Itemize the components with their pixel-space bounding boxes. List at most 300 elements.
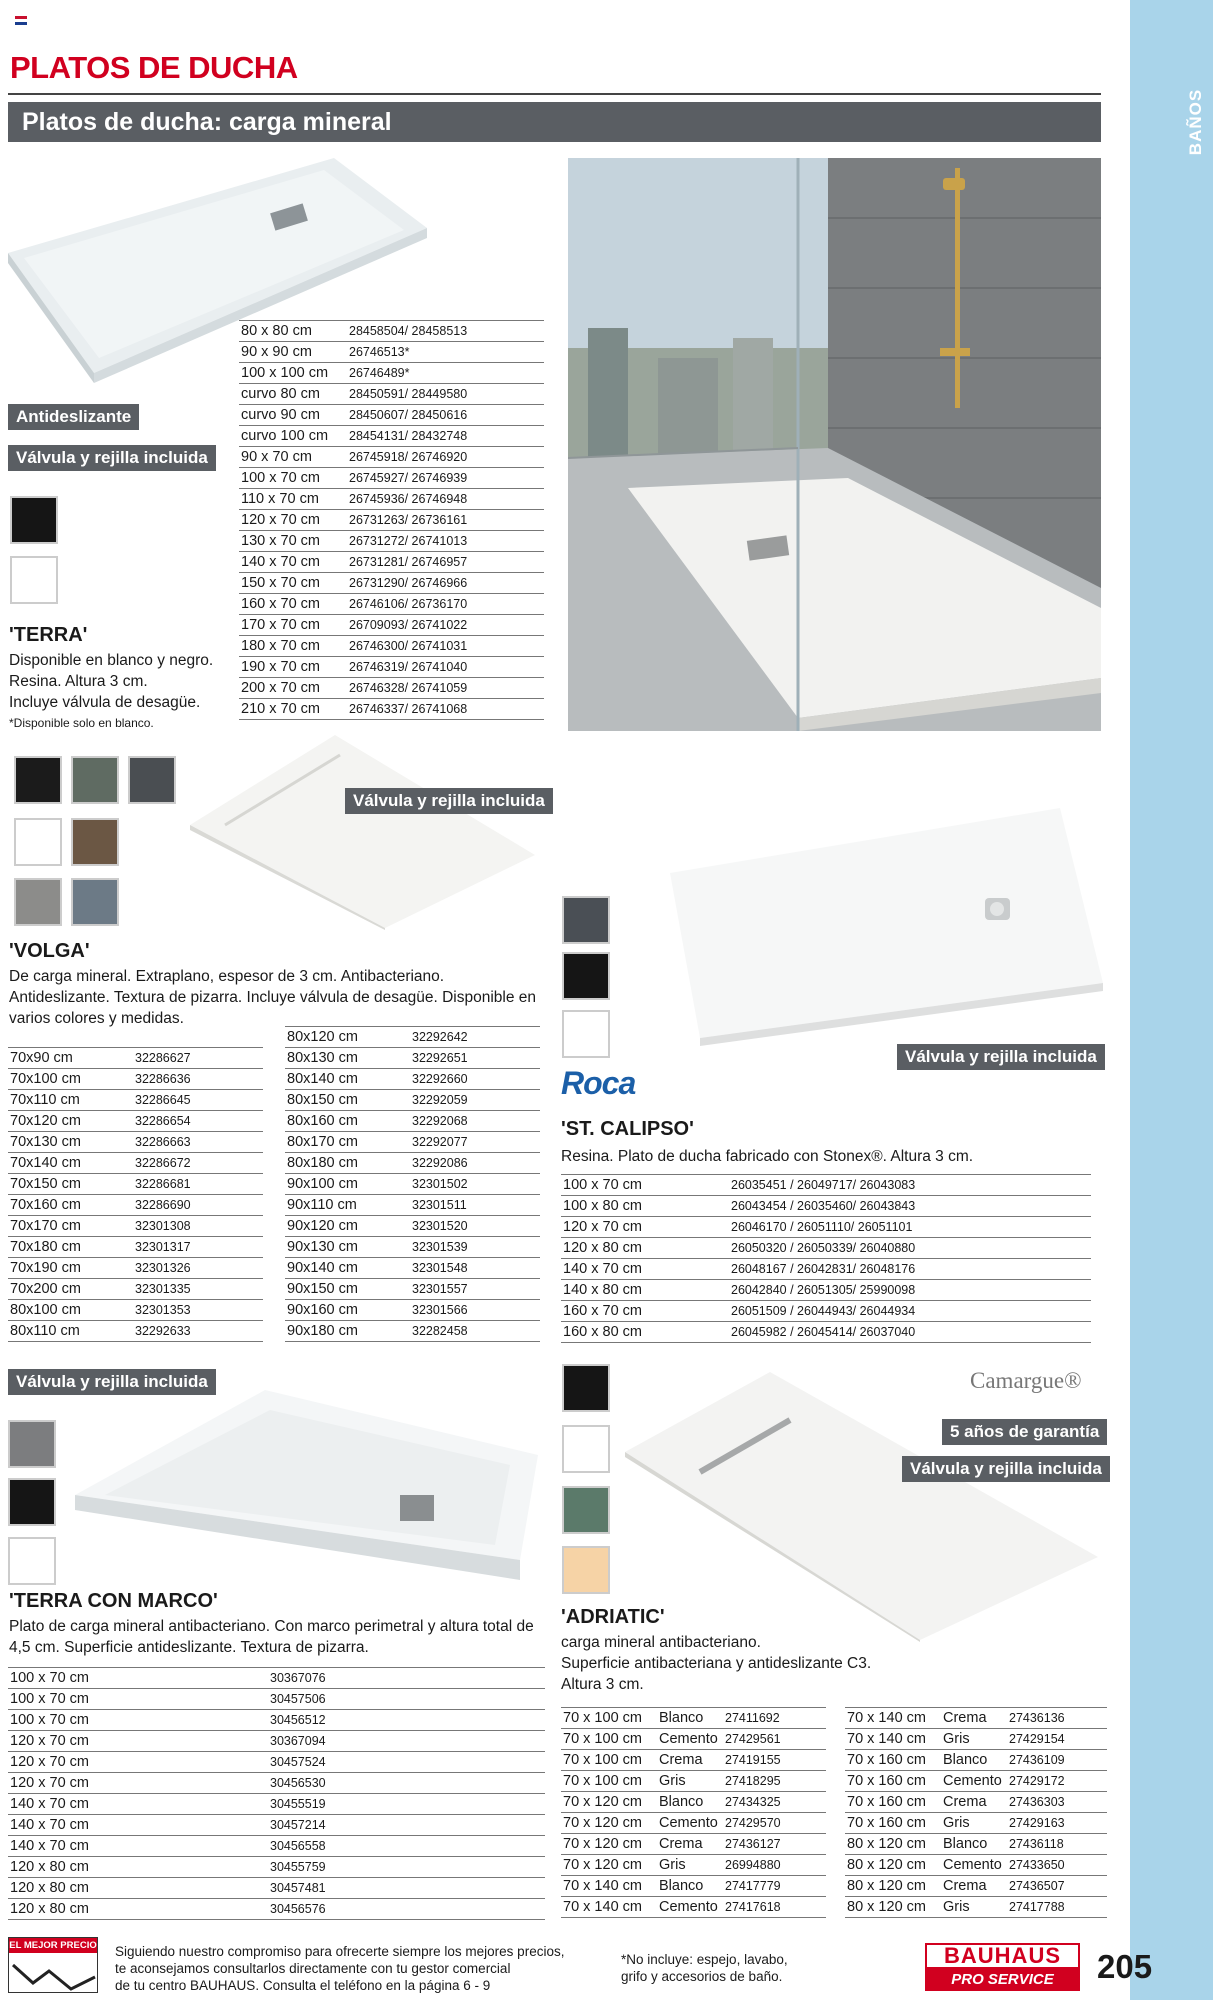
article-code-cell: 30455519 — [268, 1794, 545, 1815]
terra-size-table — [239, 320, 544, 720]
size-cell: 70 x 160 cm — [845, 1813, 941, 1834]
description-line: Altura 3 cm. — [561, 1676, 644, 1693]
color-swatch-cream — [562, 1546, 610, 1594]
size-cell: 70 x 140 cm — [845, 1729, 941, 1750]
article-code-cell: 30456576 — [268, 1899, 545, 1920]
color-cell: Gris — [941, 1897, 1007, 1918]
size-cell: 80 x 120 cm — [845, 1834, 941, 1855]
table-row — [561, 1771, 826, 1792]
size-cell: 90 x 70 cm — [239, 447, 347, 468]
volga-size-table-left — [8, 1047, 263, 1342]
footer-line: te aconsejamos consultarlos directamente con tu gestor comercial — [115, 1961, 511, 1976]
table-row — [239, 447, 544, 468]
size-cell: 90x100 cm — [285, 1174, 410, 1195]
table-row — [285, 1195, 540, 1216]
article-code-cell: 32286663 — [133, 1132, 263, 1153]
size-cell: 180 x 70 cm — [239, 636, 347, 657]
size-cell: 70 x 100 cm — [561, 1729, 657, 1750]
product-description-terra — [9, 650, 213, 734]
footer-line: de tu centro BAUHAUS. Consulta el teléfono en la página 6 - 9 — [115, 1978, 491, 1993]
color-swatch-anthracite — [562, 896, 610, 944]
page-number: 205 — [1097, 1948, 1153, 1985]
terra-con-marco-product-image — [70, 1385, 545, 1600]
article-code-cell: 32301326 — [133, 1258, 263, 1279]
warranty-tag: 5 años de garantía — [942, 1419, 1107, 1445]
article-code-cell: 32292642 — [410, 1027, 540, 1048]
article-code-cell: 27429172 — [1007, 1771, 1107, 1792]
valve-included-tag: Válvula y rejilla incluida — [897, 1044, 1105, 1070]
article-code-cell: 27429154 — [1007, 1729, 1107, 1750]
table-row — [285, 1132, 540, 1153]
table-row — [8, 1111, 263, 1132]
size-cell: 70x200 cm — [8, 1279, 133, 1300]
size-cell: curvo 100 cm — [239, 426, 347, 447]
size-cell: 100 x 70 cm — [8, 1668, 268, 1689]
table-row — [239, 468, 544, 489]
description-line: Disponible en blanco y negro. — [9, 652, 214, 669]
article-code-cell: 32301548 — [410, 1258, 540, 1279]
article-code-cell: 26746319/ 26741040 — [347, 657, 544, 678]
article-code-cell: 28458504/ 28458513 — [347, 321, 544, 342]
article-code-cell: 30456558 — [268, 1836, 545, 1857]
size-cell: 140 x 70 cm — [8, 1815, 268, 1836]
size-cell: 70x130 cm — [8, 1132, 133, 1153]
article-code-cell: 32286636 — [133, 1069, 263, 1090]
article-code-cell: 32286681 — [133, 1174, 263, 1195]
size-cell: 70x140 cm — [8, 1153, 133, 1174]
article-code-cell: 27434325 — [723, 1792, 826, 1813]
color-swatch-white — [562, 1010, 610, 1058]
size-cell: 140 x 70 cm — [8, 1794, 268, 1815]
color-swatch-green — [562, 1486, 610, 1534]
table-row — [8, 1258, 263, 1279]
article-code-cell: 32301511 — [410, 1195, 540, 1216]
article-code-cell: 30457506 — [268, 1689, 545, 1710]
adriatic-size-table-right — [845, 1707, 1107, 1918]
color-cell: Blanco — [657, 1792, 723, 1813]
size-cell: 70 x 160 cm — [845, 1792, 941, 1813]
article-code-cell: 27436127 — [723, 1834, 826, 1855]
section-title: Platos de ducha: carga mineral — [22, 108, 392, 136]
color-swatch-black — [10, 496, 58, 544]
table-row — [561, 1897, 826, 1918]
antideslizante-tag: Antideslizante — [8, 404, 139, 430]
table-row — [285, 1027, 540, 1048]
article-code-cell: 32301308 — [133, 1216, 263, 1237]
camargue-brand-logo: Camargue® — [970, 1368, 1082, 1393]
description-line: Incluye válvula de desagüe. — [9, 694, 201, 711]
color-swatch-black — [562, 952, 610, 1000]
table-row — [239, 405, 544, 426]
description-line: carga mineral antibacteriano. — [561, 1634, 761, 1651]
table-row — [285, 1300, 540, 1321]
article-code-cell: 26746513* — [347, 342, 544, 363]
table-row — [8, 1174, 263, 1195]
article-code-cell: 26045982 / 26045414/ 26037040 — [729, 1322, 1091, 1343]
article-code-cell: 32301520 — [410, 1216, 540, 1237]
size-cell: 100 x 70 cm — [561, 1175, 729, 1196]
size-cell: 120 x 80 cm — [8, 1857, 268, 1878]
size-cell: 70 x 120 cm — [561, 1813, 657, 1834]
article-code-cell: 27436303 — [1007, 1792, 1107, 1813]
article-code-cell: 32292660 — [410, 1069, 540, 1090]
article-code-cell: 32286627 — [133, 1048, 263, 1069]
best-price-badge — [8, 1937, 98, 1993]
size-cell: 70x120 cm — [8, 1111, 133, 1132]
article-code-cell: 32292633 — [133, 1321, 263, 1342]
article-code-cell: 32286672 — [133, 1153, 263, 1174]
table-row — [561, 1708, 826, 1729]
size-cell: 70 x 140 cm — [561, 1897, 657, 1918]
article-code-cell: 27417779 — [723, 1876, 826, 1897]
color-cell: Crema — [941, 1792, 1007, 1813]
article-code-cell: 28450591/ 28449580 — [347, 384, 544, 405]
table-row — [239, 510, 544, 531]
table-row — [8, 1237, 263, 1258]
table-row — [285, 1216, 540, 1237]
table-row — [239, 384, 544, 405]
article-code-cell: 32301539 — [410, 1237, 540, 1258]
table-row — [285, 1174, 540, 1195]
article-code-cell: 27411692 — [723, 1708, 826, 1729]
article-code-cell: 30367094 — [268, 1731, 545, 1752]
table-row — [239, 321, 544, 342]
size-cell: 70x100 cm — [8, 1069, 133, 1090]
pro-service-logo-text: PRO SERVICE — [925, 1969, 1080, 1991]
table-row — [561, 1813, 826, 1834]
table-row — [239, 636, 544, 657]
article-code-cell: 26048167 / 26042831/ 26048176 — [729, 1259, 1091, 1280]
size-cell: 120 x 80 cm — [561, 1238, 729, 1259]
size-cell: 120 x 80 cm — [8, 1899, 268, 1920]
table-row — [561, 1322, 1091, 1343]
table-row — [8, 1857, 545, 1878]
product-description-volga: De carga mineral. Extraplano, espesor de 3 cm. Antibacteriano. Antideslizante. Textura de pizarra. Incluye válvula de desagüe. Disponible en varios colores y medidas. — [9, 968, 537, 1027]
article-code-cell: 27436118 — [1007, 1834, 1107, 1855]
spain-flag-icon — [15, 16, 27, 25]
table-row — [239, 489, 544, 510]
color-cell: Blanco — [657, 1876, 723, 1897]
size-cell: 160 x 70 cm — [561, 1301, 729, 1322]
size-cell: 200 x 70 cm — [239, 678, 347, 699]
article-code-cell: 27417618 — [723, 1897, 826, 1918]
table-row — [285, 1321, 540, 1342]
table-row — [845, 1771, 1107, 1792]
table-row — [845, 1813, 1107, 1834]
color-swatch-brown — [71, 818, 119, 866]
table-row — [8, 1878, 545, 1899]
table-row — [561, 1834, 826, 1855]
table-row — [561, 1876, 826, 1897]
size-cell: 90x180 cm — [285, 1321, 410, 1342]
size-cell: 140 x 70 cm — [561, 1259, 729, 1280]
table-row — [8, 1321, 263, 1342]
article-code-cell: 26035451 / 26049717/ 26043083 — [729, 1175, 1091, 1196]
color-cell: Gris — [657, 1771, 723, 1792]
table-row — [561, 1792, 826, 1813]
color-cell: Blanco — [941, 1750, 1007, 1771]
color-cell: Cemento — [657, 1897, 723, 1918]
size-cell: 110 x 70 cm — [239, 489, 347, 510]
section-header — [8, 102, 1101, 142]
table-row — [561, 1196, 1091, 1217]
size-cell: 70 x 120 cm — [561, 1855, 657, 1876]
color-swatch-black — [8, 1478, 56, 1526]
article-code-cell: 27429163 — [1007, 1813, 1107, 1834]
table-row — [8, 1668, 545, 1689]
table-row — [239, 657, 544, 678]
terra-con-marco-size-table — [8, 1667, 545, 1920]
size-cell: 210 x 70 cm — [239, 699, 347, 720]
size-cell: 90 x 90 cm — [239, 342, 347, 363]
valve-included-tag: Válvula y rejilla incluida — [8, 445, 216, 471]
size-cell: 90x130 cm — [285, 1237, 410, 1258]
size-cell: 190 x 70 cm — [239, 657, 347, 678]
table-row — [8, 1195, 263, 1216]
article-code-cell: 26050320 / 26050339/ 26040880 — [729, 1238, 1091, 1259]
size-cell: 80x130 cm — [285, 1048, 410, 1069]
table-row — [8, 1773, 545, 1794]
color-swatch-black — [14, 756, 62, 804]
sidebar-label: BAÑOS — [1186, 88, 1205, 156]
color-cell: Cemento — [941, 1855, 1007, 1876]
size-cell: 70 x 160 cm — [845, 1750, 941, 1771]
size-cell: 70x190 cm — [8, 1258, 133, 1279]
table-row — [845, 1792, 1107, 1813]
size-cell: 120 x 70 cm — [8, 1773, 268, 1794]
table-row — [8, 1752, 545, 1773]
size-cell: 100 x 70 cm — [8, 1710, 268, 1731]
article-code-cell: 32301557 — [410, 1279, 540, 1300]
roca-brand-logo: Roca — [561, 1065, 636, 1101]
size-cell: 70x160 cm — [8, 1195, 133, 1216]
article-code-cell: 30457481 — [268, 1878, 545, 1899]
product-name-adriatic: 'ADRIATIC' — [561, 1606, 665, 1628]
size-cell: 140 x 80 cm — [561, 1280, 729, 1301]
color-swatch-green — [71, 756, 119, 804]
color-cell: Crema — [657, 1834, 723, 1855]
product-description-adriatic — [561, 1632, 871, 1695]
table-row — [285, 1048, 540, 1069]
table-row — [239, 699, 544, 720]
shower-room-photo — [568, 158, 1101, 731]
size-cell: 80 x 120 cm — [845, 1876, 941, 1897]
size-cell: 80x100 cm — [8, 1300, 133, 1321]
color-swatch-blue-grey — [71, 878, 119, 926]
article-code-cell: 26994880 — [723, 1855, 826, 1876]
table-row — [561, 1301, 1091, 1322]
size-cell: 140 x 70 cm — [239, 552, 347, 573]
color-cell: Cemento — [941, 1771, 1007, 1792]
article-code-cell: 32301502 — [410, 1174, 540, 1195]
color-cell: Gris — [657, 1855, 723, 1876]
article-code-cell: 30457524 — [268, 1752, 545, 1773]
table-row — [239, 342, 544, 363]
best-price-label: EL MEJOR PRECIO — [9, 1940, 97, 1951]
color-cell: Blanco — [941, 1834, 1007, 1855]
article-code-cell: 32292651 — [410, 1048, 540, 1069]
table-row — [239, 678, 544, 699]
article-code-cell: 28450607/ 28450616 — [347, 405, 544, 426]
adriatic-size-table-left — [561, 1707, 826, 1918]
product-description-terra-con-marco: Plato de carga mineral antibacteriano. Con marco perimetral y altura total de 4,5 cm. Superficie antideslizante. Textura de pizarra. — [9, 1618, 534, 1656]
table-row — [845, 1834, 1107, 1855]
article-code-cell: 32292086 — [410, 1153, 540, 1174]
article-code-cell: 27436136 — [1007, 1708, 1107, 1729]
color-cell: Cemento — [657, 1813, 723, 1834]
table-row — [845, 1750, 1107, 1771]
article-code-cell: 26709093/ 26741022 — [347, 615, 544, 636]
size-cell: 80 x 120 cm — [845, 1897, 941, 1918]
size-cell: 120 x 70 cm — [8, 1752, 268, 1773]
size-cell: 90x150 cm — [285, 1279, 410, 1300]
availability-note: *Disponible solo en blanco. — [9, 716, 154, 730]
article-code-cell: 32301317 — [133, 1237, 263, 1258]
size-cell: 120 x 80 cm — [8, 1878, 268, 1899]
table-row — [8, 1279, 263, 1300]
color-cell: Crema — [657, 1750, 723, 1771]
color-cell: Gris — [941, 1813, 1007, 1834]
size-cell: 70x170 cm — [8, 1216, 133, 1237]
size-cell: 100 x 100 cm — [239, 363, 347, 384]
table-row — [8, 1300, 263, 1321]
size-cell: 100 x 80 cm — [561, 1196, 729, 1217]
size-cell: 130 x 70 cm — [239, 531, 347, 552]
size-cell: 70x110 cm — [8, 1090, 133, 1111]
table-row — [8, 1090, 263, 1111]
size-cell: 80x180 cm — [285, 1153, 410, 1174]
table-row — [8, 1216, 263, 1237]
page-title: PLATOS DE DUCHA — [10, 50, 298, 85]
footer-exclusion-note — [621, 1951, 788, 1985]
table-row — [239, 363, 544, 384]
article-code-cell: 32301566 — [410, 1300, 540, 1321]
price-drop-chart-icon — [9, 1953, 97, 1993]
article-code-cell: 32292068 — [410, 1111, 540, 1132]
table-row — [561, 1217, 1091, 1238]
table-row — [8, 1794, 545, 1815]
article-code-cell: 26746106/ 26736170 — [347, 594, 544, 615]
size-cell: 120 x 70 cm — [561, 1217, 729, 1238]
table-row — [8, 1689, 545, 1710]
article-code-cell: 32282458 — [410, 1321, 540, 1342]
size-cell: 80 x 120 cm — [845, 1855, 941, 1876]
valve-included-tag: Válvula y rejilla incluida — [345, 788, 553, 814]
size-cell: 70 x 100 cm — [561, 1750, 657, 1771]
table-row — [8, 1069, 263, 1090]
table-row — [285, 1258, 540, 1279]
st-calipso-size-table — [561, 1174, 1091, 1343]
footer-line: Siguiendo nuestro compromiso para ofrecerte siempre los mejores precios, — [115, 1944, 565, 1959]
size-cell: curvo 80 cm — [239, 384, 347, 405]
size-cell: 70x90 cm — [8, 1048, 133, 1069]
color-swatch-grey — [8, 1420, 56, 1468]
article-code-cell: 27419155 — [723, 1750, 826, 1771]
size-cell: 80x120 cm — [285, 1027, 410, 1048]
size-cell: 90x160 cm — [285, 1300, 410, 1321]
table-row — [561, 1175, 1091, 1196]
footer-line: *No incluye: espejo, lavabo, — [621, 1952, 788, 1967]
volga-product-image — [185, 730, 540, 930]
article-code-cell: 27417788 — [1007, 1897, 1107, 1918]
size-cell: 90x120 cm — [285, 1216, 410, 1237]
article-code-cell: 26745927/ 26746939 — [347, 468, 544, 489]
table-row — [561, 1238, 1091, 1259]
size-cell: 80 x 80 cm — [239, 321, 347, 342]
description-line: Resina. Altura 3 cm. — [9, 673, 148, 690]
article-code-cell: 30455759 — [268, 1857, 545, 1878]
article-code-cell: 26745918/ 26746920 — [347, 447, 544, 468]
article-code-cell: 26746300/ 26741031 — [347, 636, 544, 657]
article-code-cell: 32286654 — [133, 1111, 263, 1132]
table-row — [561, 1750, 826, 1771]
size-cell: 80x140 cm — [285, 1069, 410, 1090]
article-code-cell: 27433650 — [1007, 1855, 1107, 1876]
table-row — [239, 615, 544, 636]
bauhaus-logo — [925, 1943, 1080, 1991]
size-cell: 70 x 100 cm — [561, 1708, 657, 1729]
table-row — [285, 1279, 540, 1300]
size-cell: 100 x 70 cm — [239, 468, 347, 489]
table-row — [239, 426, 544, 447]
volga-size-table-right — [285, 1026, 540, 1342]
article-code-cell: 30457214 — [268, 1815, 545, 1836]
article-code-cell: 26731290/ 26746966 — [347, 573, 544, 594]
table-row — [845, 1855, 1107, 1876]
table-row — [8, 1048, 263, 1069]
article-code-cell: 26042840 / 26051305/ 25990098 — [729, 1280, 1091, 1301]
article-code-cell: 26043454 / 26035460/ 26043843 — [729, 1196, 1091, 1217]
size-cell: 120 x 70 cm — [8, 1731, 268, 1752]
size-cell: 90x140 cm — [285, 1258, 410, 1279]
article-code-cell: 28454131/ 28432748 — [347, 426, 544, 447]
article-code-cell: 30456530 — [268, 1773, 545, 1794]
table-row — [285, 1111, 540, 1132]
size-cell: 70x180 cm — [8, 1237, 133, 1258]
color-swatch-black — [562, 1364, 610, 1412]
color-swatch-white — [562, 1425, 610, 1473]
adriatic-product-image — [620, 1372, 1100, 1642]
size-cell: 80x160 cm — [285, 1111, 410, 1132]
size-cell: 170 x 70 cm — [239, 615, 347, 636]
article-code-cell: 26746337/ 26741068 — [347, 699, 544, 720]
footer-line: grifo y accesorios de baño. — [621, 1969, 783, 1984]
size-cell: 90x110 cm — [285, 1195, 410, 1216]
article-code-cell: 30367076 — [268, 1668, 545, 1689]
table-row — [845, 1876, 1107, 1897]
size-cell: 120 x 70 cm — [239, 510, 347, 531]
table-row — [8, 1731, 545, 1752]
article-code-cell: 26046170 / 26051110/ 26051101 — [729, 1217, 1091, 1238]
table-row — [561, 1855, 826, 1876]
table-row — [285, 1237, 540, 1258]
bauhaus-logo-text: BAUHAUS — [925, 1943, 1080, 1969]
color-cell: Blanco — [657, 1708, 723, 1729]
table-row — [561, 1259, 1091, 1280]
sidebar-strip — [1130, 0, 1213, 2000]
footer-price-notice — [115, 1943, 564, 1994]
table-row — [561, 1729, 826, 1750]
article-code-cell: 26731272/ 26741013 — [347, 531, 544, 552]
article-code-cell: 32301353 — [133, 1300, 263, 1321]
size-cell: 160 x 70 cm — [239, 594, 347, 615]
size-cell: 80x110 cm — [8, 1321, 133, 1342]
table-row — [239, 594, 544, 615]
color-swatch-anthracite — [128, 756, 176, 804]
table-row — [8, 1132, 263, 1153]
color-cell: Cemento — [657, 1729, 723, 1750]
table-row — [285, 1153, 540, 1174]
